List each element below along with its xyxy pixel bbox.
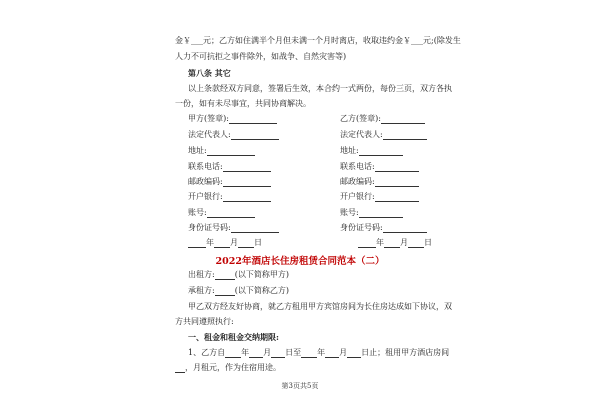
- blank-line: [175, 364, 185, 373]
- sign-left-idno: 身份证号码:: [188, 223, 279, 233]
- blank-line: [375, 163, 419, 172]
- sign-left-account: 账号:: [188, 208, 255, 218]
- paragraph-line: 方共同遵照执行:: [175, 317, 234, 326]
- blank-line: [347, 349, 361, 358]
- sign-left-rep: 法定代表人:: [188, 130, 279, 140]
- sign-left-bank: 开户银行:: [188, 192, 271, 202]
- sign-left-phone: 联系电话:: [188, 162, 271, 172]
- blank-line: [231, 131, 279, 140]
- sign-right-idno: 身份证号码:: [340, 223, 427, 233]
- blank-line: [408, 239, 424, 248]
- blank-line: [249, 349, 263, 358]
- sign-right-date: 年 月 日: [358, 238, 432, 248]
- blank-line: [207, 209, 255, 218]
- article-heading: 第八条 其它: [188, 68, 231, 78]
- contract-title: 2022年酒店长住房租赁合同范本（二）: [215, 256, 385, 267]
- lessee-line: 承租方: (以下简称乙方): [188, 286, 289, 295]
- blank-line: [384, 239, 400, 248]
- item1-line: 1、乙方自 年 月 日至 年 月 日止；租用甲方酒店房间: [188, 348, 450, 357]
- sign-right-phone: 联系电话:: [340, 162, 419, 172]
- paragraph-line: 人力不可抗拒之事件除外，如战争、自然灾害等): [175, 52, 347, 61]
- sign-right-party: 乙方(签章):: [340, 114, 425, 124]
- sign-right-address: 地址:: [340, 146, 403, 156]
- blank-line: [225, 349, 241, 358]
- blank-line: [375, 178, 419, 187]
- sign-left-postcode: 邮政编码:: [188, 177, 271, 187]
- paragraph-line: 甲乙双方经友好协商，就乙方租用甲方宾馆房间为长住房达成如下协议，双: [188, 302, 452, 311]
- blank-line: [214, 239, 230, 248]
- paragraph-line: 以上条款经双方同意，签署后生效，本合约一式两份，每份三页，双方各执: [188, 84, 452, 93]
- blank-line: [207, 147, 255, 156]
- blank-line: [383, 224, 427, 233]
- sign-right-rep: 法定代表人:: [340, 130, 427, 140]
- blank-line: [188, 239, 206, 248]
- blank-line: [359, 209, 403, 218]
- blank-line: [301, 349, 317, 358]
- sign-right-bank: 开户银行:: [340, 192, 419, 202]
- lessor-line: 出租方: (以下简称甲方): [188, 270, 289, 279]
- section-heading: 一、租金和租金交纳期限:: [188, 332, 279, 342]
- blank-line: [381, 115, 425, 124]
- sign-left-date: 年 月 日: [188, 238, 262, 248]
- blank-line: [231, 224, 279, 233]
- paragraph-line: 一份，如有未尽事宜，共同协商解决。: [175, 99, 311, 108]
- blank-line: [223, 163, 271, 172]
- sign-left-party: 甲方(签章):: [188, 114, 277, 124]
- paragraph-line: 金￥___元；乙方如住满半个月但未满一个月时离店，收取违约金￥___元;(除发生: [175, 36, 461, 45]
- sign-right-postcode: 邮政编码:: [340, 177, 419, 187]
- blank-line: [383, 131, 427, 140]
- blank-line: [229, 115, 277, 124]
- blank-line: [215, 287, 235, 296]
- blank-line: [358, 239, 376, 248]
- page-footer: 第3页共5页: [281, 382, 319, 390]
- blank-line: [223, 178, 271, 187]
- blank-line: [238, 239, 254, 248]
- item1-line2: ，月租元，作为住宿用途。: [175, 363, 281, 373]
- blank-line: [215, 271, 235, 280]
- sign-left-address: 地址:: [188, 146, 255, 156]
- blank-line: [271, 349, 285, 358]
- sign-right-account: 账号:: [340, 208, 403, 218]
- blank-line: [325, 349, 339, 358]
- blank-line: [223, 193, 271, 202]
- blank-line: [359, 147, 403, 156]
- blank-line: [375, 193, 419, 202]
